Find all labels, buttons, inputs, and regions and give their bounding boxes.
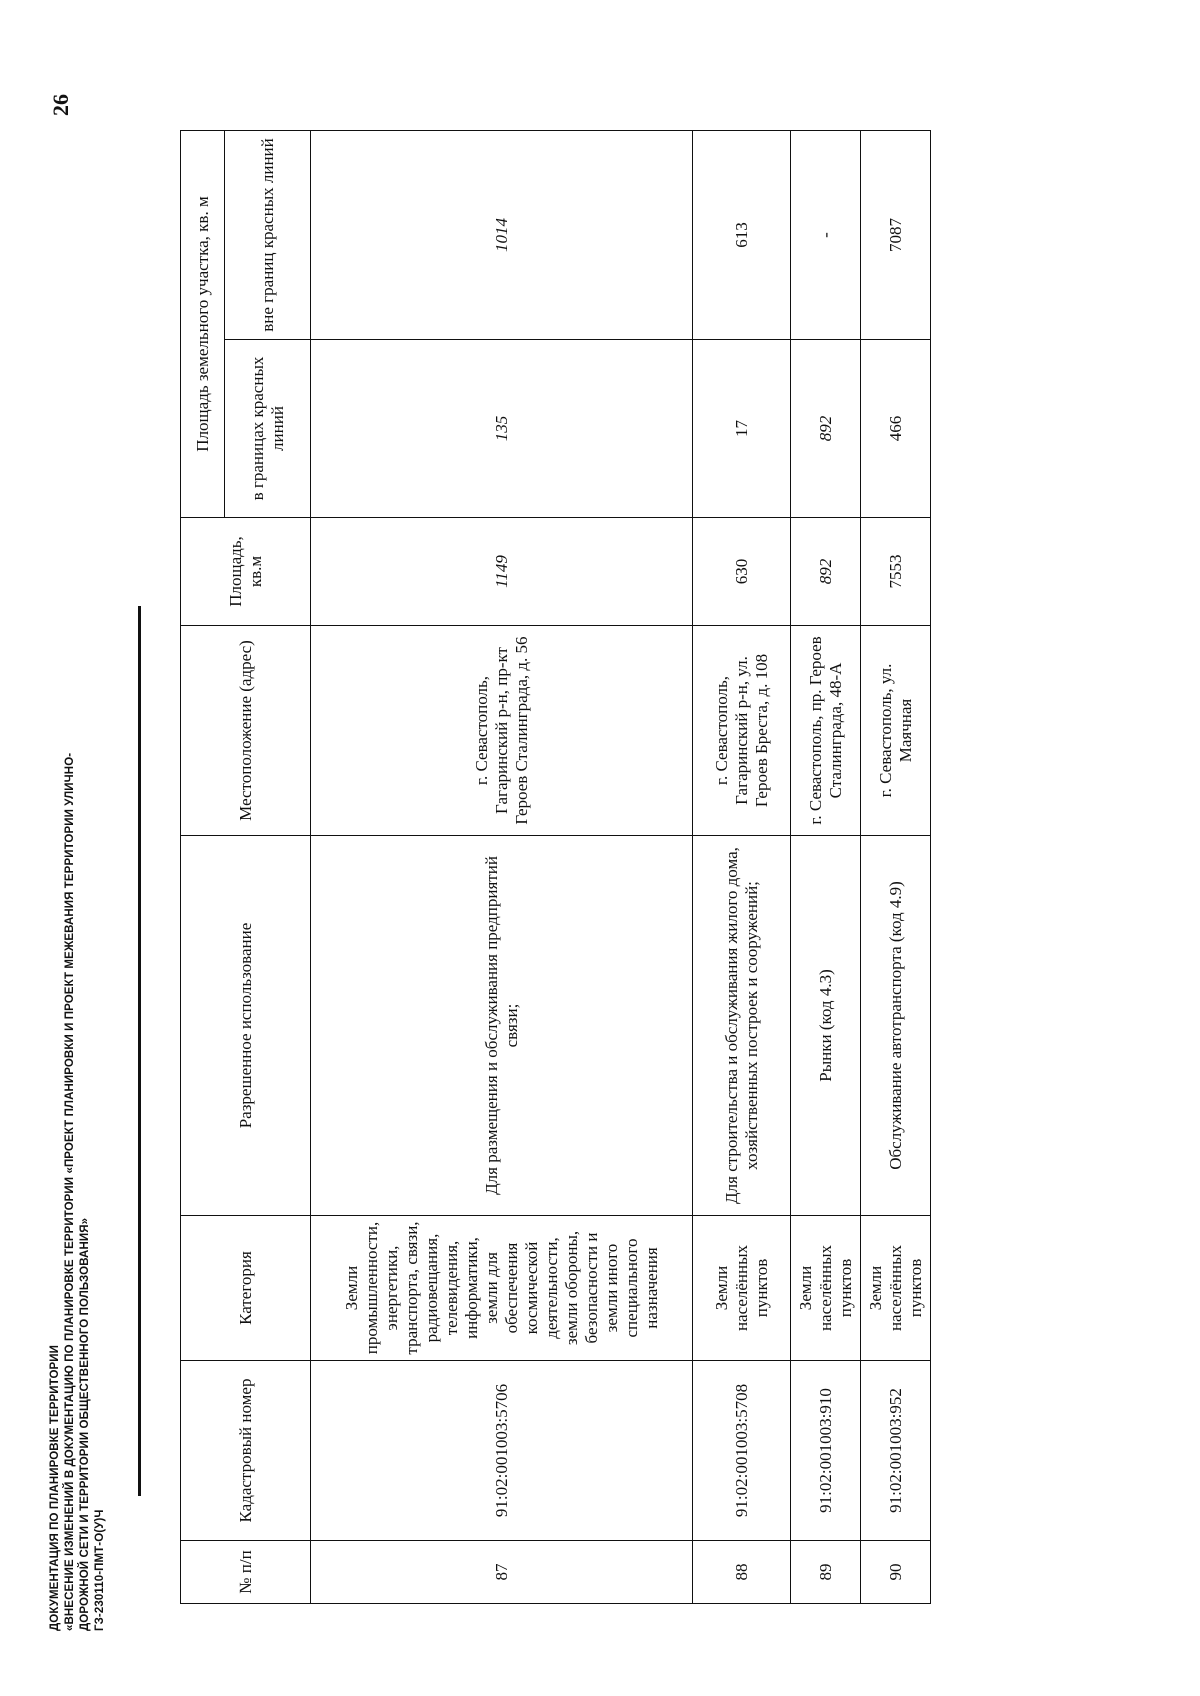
header-line-1: ДОКУМЕНТАЦИЯ ПО ПЛАНИРОВКЕ ТЕРРИТОРИИ (49, 1344, 61, 1631)
cell-area: 892 (791, 518, 861, 626)
cell-cadastral: 91:02:001003:5708 (693, 1361, 791, 1541)
col-header-inside-red: в границах красных линий (225, 340, 311, 518)
cell-cadastral: 91:02:001003:5706 (311, 1361, 693, 1541)
col-header-address: Местоположение (адрес) (181, 626, 311, 836)
cell-address: г. Севастополь, Гагаринский р-н, ул. Героев Бреста, д. 108 (693, 626, 791, 836)
header-line-4: ГЗ-230110-ПМТ-О(У)Ч (94, 1509, 106, 1631)
cell-cadastral: 91:02:001003:910 (791, 1361, 861, 1541)
cell-category: Земли населённых пунктов (861, 1216, 931, 1361)
cell-inside-red: 135 (311, 340, 693, 518)
cell-category: Земли населённых пунктов (791, 1216, 861, 1361)
col-header-area: Площадь, кв.м (181, 518, 311, 626)
col-header-cadastral: Кадастровый номер (181, 1361, 311, 1541)
cell-address: г. Севастополь, пр. Героев Сталинграда, 48-А (791, 626, 861, 836)
cell-area: 7553 (861, 518, 931, 626)
cell-usage: Обслуживание автотранспорта (код 4.9) (861, 836, 931, 1216)
document-header (48, 481, 108, 1631)
cell-usage: Рынки (код 4.3) (791, 836, 861, 1216)
table-row (791, 130, 861, 1603)
cell-area: 1149 (311, 518, 693, 626)
header-line-2: «ВНЕСЕНИЕ ИЗМЕНЕНИЙ В ДОКУМЕНТАЦИЮ ПО ПЛАНИРОВКЕ ТЕРРИТОРИИ «ПРОЕКТ ПЛАНИРОВКИ И ПРОЕКТ МЕЖЕВАНИЯ ТЕРРИТОРИИ УЛИЧНО- (64, 752, 76, 1631)
cell-inside-red: 466 (861, 340, 931, 518)
cell-num: 90 (861, 1541, 931, 1604)
cell-usage: Для строительства и обслуживания жилого дома, хозяйственных построек и сооружений; (693, 836, 791, 1216)
cell-address: г. Севастополь, ул. Маячная (861, 626, 931, 836)
cell-num: 89 (791, 1541, 861, 1604)
table-header-row (181, 130, 225, 1603)
cell-outside-red: 1014 (311, 130, 693, 339)
cell-category: Земли населённых пунктов (693, 1216, 791, 1361)
col-header-usage: Разрешенное использование (181, 836, 311, 1216)
page-number: 26 (48, 94, 73, 116)
land-plots-table (180, 130, 931, 1604)
col-header-num: № п/п (181, 1541, 311, 1604)
cell-outside-red: - (791, 130, 861, 339)
col-header-outside-red: вне границ красных линий (225, 130, 311, 339)
cell-address: г. Севастополь, Гагаринский р-н, пр-кт Героев Сталинграда, д. 56 (311, 626, 693, 836)
cell-inside-red: 17 (693, 340, 791, 518)
cell-num: 88 (693, 1541, 791, 1604)
col-header-land-area-group: Площадь земельного участка, кв. м (181, 130, 225, 517)
header-line-3: ДОРОЖНОЙ СЕТИ И ТЕРРИТОРИИ ОБЩЕСТВЕННОГО ПОЛЬЗОВАНИЯ» (79, 1217, 91, 1631)
cell-inside-red: 892 (791, 340, 861, 518)
header-divider (138, 606, 141, 1496)
cell-area: 630 (693, 518, 791, 626)
col-header-category: Категория (181, 1216, 311, 1361)
cell-outside-red: 613 (693, 130, 791, 339)
cell-num: 87 (311, 1541, 693, 1604)
cell-cadastral: 91:02:001003:952 (861, 1361, 931, 1541)
table-row (693, 130, 791, 1603)
cell-category: Земли промышленности, энергетики, транспорта, связи, радиовещания, телевидения, информатики, земли для обеспечения космической деятельности, земли обороны, безопасности и земли иного специального назначения (311, 1216, 693, 1361)
cell-outside-red: 7087 (861, 130, 931, 339)
table-row (311, 130, 693, 1603)
cell-usage: Для размещения и обслуживания предприятий связи; (311, 836, 693, 1216)
table-row (861, 130, 931, 1603)
